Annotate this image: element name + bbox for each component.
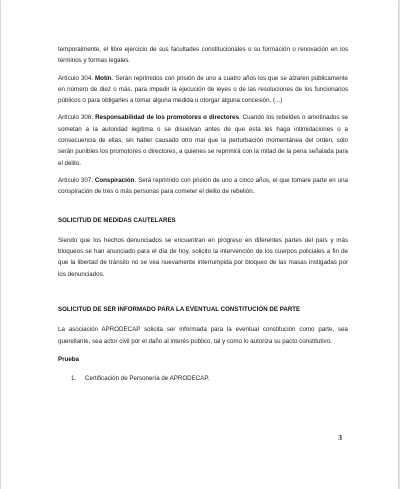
paragraph-article-306 <box>58 112 348 168</box>
page-content <box>58 44 348 385</box>
heading-constitucion-parte: SOLICITUD DE SER INFORMADO PARA LA EVENTUAL CONSTITUCIÓN DE PARTE <box>58 306 301 314</box>
article-306-body: . Cuando los rebeldes o amotinados se sometan a la autoridad legítima o se disuelvan antes de que ésta les haga intimidaciones o a consecuencia de ellas, sin haber causado otro mal que la perturbación momentánea del orden, sólo serán punibles los promotores o directores, a quienes se reprimirá con la mitad de la pena señalada para el delito. <box>58 114 348 167</box>
article-304-body: . Serán reprimidos con prisión de uno a cuatro años los que se alzaren públicamente en número de diez o más, para impedir la ejecución de leyes o de las resoluciones de los funcionarios públicos o para obligarles a tomar alguna medida u otorgar alguna concesión. (...) <box>58 74 348 105</box>
paragraph-article-307 <box>58 175 348 198</box>
list-item-text: Certificación de Personería de APRODECAP. <box>85 375 210 383</box>
subheading-prueba: Prueba <box>58 355 79 363</box>
article-306-title: Responsabilidad de los promotores o directores <box>95 114 239 122</box>
heading-medidas-cautelares: SOLICITUD DE MEDIDAS CAUTELARES <box>58 216 176 224</box>
article-304-title: Motín <box>95 74 112 82</box>
paragraph-constitucion-parte: La asociación APRODECAP solicita ser informada para la eventual constitución como parte, sea querellante, sea actor civil por el daño al interés público, tal y como lo autoriza su pacto constitutivo. <box>58 326 348 345</box>
article-307-title: Conspiración <box>94 176 135 184</box>
article-306-prefix: Artículo 306. <box>58 114 96 122</box>
article-307-body: . Será reprimido con prisión de uno a cinco años, el que tomare parte en una conspiración de tres o más personas para cometer el delito de rebelión. <box>58 176 348 196</box>
paragraph-intro: temporalmente, el libre ejercicio de sus facultades constitucionales o su formación o renovación en los términos y formas legales. <box>58 46 348 65</box>
list-item <box>58 373 348 384</box>
page-number: 3 <box>338 433 342 442</box>
article-304-prefix: Artículo 304. <box>58 74 96 82</box>
article-307-prefix: Artículo 307. <box>58 176 95 184</box>
list-item-number: 1. <box>71 375 77 383</box>
paragraph-article-304 <box>58 73 348 107</box>
document-page <box>1 0 398 489</box>
paragraph-medidas-cautelares: Siendo que los hechos denunciados se encuentran en progreso en diferentes partes del país y más bloqueos se han anunciado para el día de hoy, solicito la intervención de los cuerpos policiales a fin de que la libertad de tránsito no se vea nuevamente interrumpida por bloqueo de las masas instigadas por los denunciados. <box>58 236 348 278</box>
